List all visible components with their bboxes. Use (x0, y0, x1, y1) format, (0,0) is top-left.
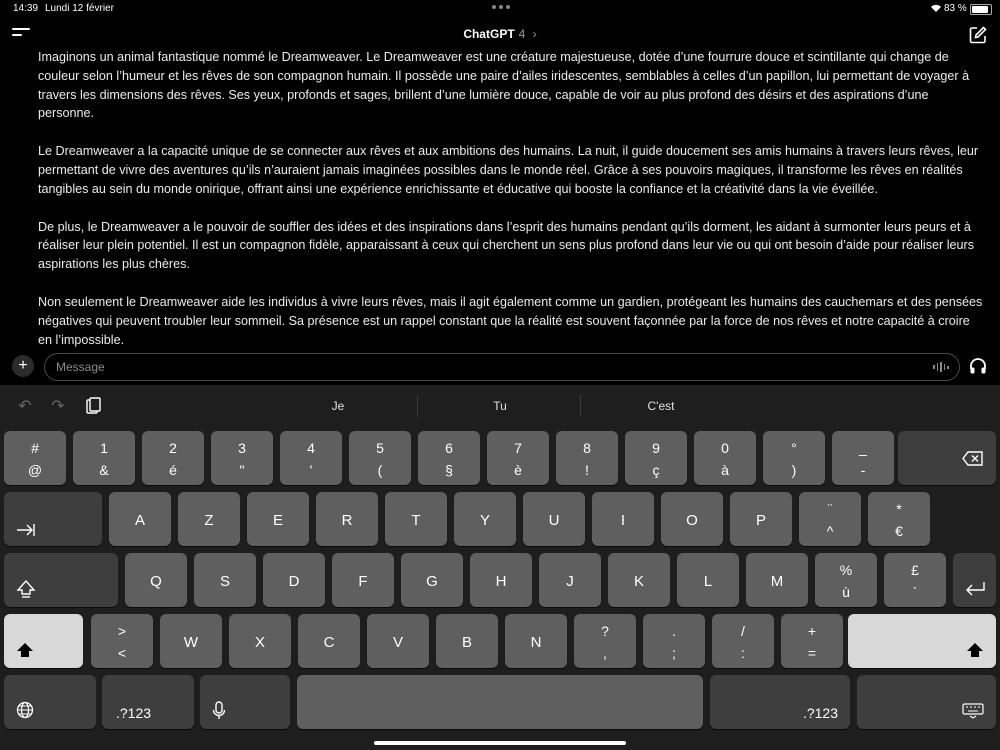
key-label-top: 2 (169, 440, 177, 456)
shift-key-left[interactable] (4, 614, 83, 668)
key-label-top: 3 (238, 440, 246, 456)
mic-icon (212, 701, 226, 721)
status-time: 14:39 (13, 3, 39, 14)
suggestion[interactable]: Je (331, 399, 345, 413)
key-label-bottom: , (603, 645, 607, 661)
key-[interactable] (4, 431, 66, 485)
status-date: Lundi 12 février (45, 3, 114, 14)
key-label: .?123 (116, 705, 152, 721)
key-r[interactable] (316, 492, 378, 546)
key-3[interactable] (211, 431, 273, 485)
headphones-icon[interactable] (968, 356, 988, 376)
key-c[interactable] (298, 614, 360, 668)
tab-icon (16, 523, 36, 537)
key-label-top: 1 (100, 440, 108, 456)
key-5[interactable] (349, 431, 411, 485)
key-label-top: . (672, 623, 676, 639)
new-chat-icon[interactable] (968, 25, 988, 45)
tab-key[interactable] (4, 492, 102, 546)
key-symbol[interactable] (643, 614, 705, 668)
key-d[interactable] (263, 553, 325, 607)
undo-icon[interactable]: ↶ (18, 398, 32, 415)
wifi-icon (930, 3, 942, 13)
key-4[interactable] (280, 431, 342, 485)
key-label-top: 4 (307, 440, 315, 456)
key-label-top: > (117, 623, 127, 639)
key-label-bottom: ) (791, 462, 797, 478)
key-label-bottom: " (239, 462, 245, 478)
key-label-bottom: = (807, 645, 817, 661)
keyboard-hide-icon (962, 703, 984, 719)
key-label: Q (150, 573, 162, 590)
key-j[interactable] (539, 553, 601, 607)
battery-icon (970, 4, 992, 15)
key-z[interactable] (178, 492, 240, 546)
key-symbol[interactable] (781, 614, 843, 668)
key-f[interactable] (332, 553, 394, 607)
hide-keyboard-key[interactable] (857, 675, 996, 729)
key-label-bottom: ; (672, 645, 676, 661)
model-selector[interactable] (0, 27, 1000, 41)
redo-icon[interactable]: ↷ (51, 398, 65, 415)
key-symbol[interactable] (884, 553, 946, 607)
key-label: T (411, 512, 421, 529)
key-label-top: % (839, 562, 853, 578)
key-label: L (703, 573, 713, 590)
key-label: W (183, 634, 199, 651)
key-b[interactable] (436, 614, 498, 668)
numbers-key-left[interactable] (102, 675, 194, 729)
dictation-key[interactable] (200, 675, 290, 729)
key-label-top: ° (791, 440, 797, 456)
key-l[interactable] (677, 553, 739, 607)
space-key[interactable] (297, 675, 703, 729)
key-0[interactable] (694, 431, 756, 485)
message-paragraph: Le Dreamweaver a la capacité unique de se connecter aux rêves et aux ambitions des humains. La nuit, il guide doucement ses amis humains à travers leurs rêves, leur permettant de vivre des aventures qu’ils n’auraient jamais imaginées possibles dans le monde réel. Grâce à ses pouvoirs magiques, il transforme les rêves en réalités tangibles au sein du monde onirique, offrant ainsi une expérience enrichissante et éducative qui booste la confiance et la créativité dans la vie éveillée. (38, 144, 979, 196)
key-label: M (770, 573, 784, 590)
key-label-bottom: ! (585, 462, 589, 478)
message-input[interactable] (54, 359, 918, 375)
key-label: A (134, 512, 145, 529)
key-g[interactable] (401, 553, 463, 607)
composer (0, 352, 1000, 382)
key-m[interactable] (746, 553, 808, 607)
key-s[interactable] (194, 553, 256, 607)
key-label-top: _ (859, 440, 867, 456)
key-a[interactable] (109, 492, 171, 546)
key-label-top: * (896, 501, 902, 517)
key-e[interactable] (247, 492, 309, 546)
shift-icon (966, 642, 984, 658)
globe-key[interactable] (4, 675, 96, 729)
key-k[interactable] (608, 553, 670, 607)
key-label-bottom: & (99, 462, 109, 478)
battery-percentage: 83 % (944, 3, 967, 14)
key-n[interactable] (505, 614, 567, 668)
delete-icon (962, 451, 984, 466)
key-q[interactable] (125, 553, 187, 607)
key-w[interactable] (160, 614, 222, 668)
key-p[interactable] (730, 492, 792, 546)
key-label-bottom: : (741, 645, 745, 661)
key-[interactable] (832, 431, 894, 485)
key-label-top: 8 (583, 440, 591, 456)
app-header (0, 20, 1000, 50)
key-o[interactable] (661, 492, 723, 546)
key-label-top: 6 (445, 440, 453, 456)
key-label: E (272, 512, 283, 529)
chevron-right-icon: › (532, 27, 537, 41)
key-label-top: ¨ (827, 501, 833, 517)
delete-key[interactable] (898, 431, 996, 485)
key-label: C (323, 634, 335, 651)
message-paragraph: Non seulement le Dreamweaver aide les individus à vivre leurs rêves, mais il agit également comme un gardien, protégeant les humains des cauchemars et des pensées négatives qui peuvent troubler leur sommeil. Sa présence est un rappel constant que la réalité est souvent façonnée par la force de nos rêves et notre capacité à croire en l’impossible. (38, 294, 983, 347)
key-1[interactable] (73, 431, 135, 485)
message-field[interactable] (44, 353, 960, 381)
key-label: B (461, 634, 472, 651)
key-9[interactable] (625, 431, 687, 485)
key-label: P (755, 512, 766, 529)
key-label: K (633, 573, 644, 590)
key-i[interactable] (592, 492, 654, 546)
key-label: G (426, 573, 438, 590)
key-label-bottom: ^ (826, 523, 834, 539)
key-label-top: 9 (652, 440, 660, 456)
key-v[interactable] (367, 614, 429, 668)
key-label: U (548, 512, 560, 529)
key-2[interactable] (142, 431, 204, 485)
key-7[interactable] (487, 431, 549, 485)
key-label: Z (204, 512, 214, 529)
key-symbol[interactable] (815, 553, 877, 607)
globe-icon (16, 701, 34, 719)
key-label-top: 7 (514, 440, 522, 456)
key-label-bottom: ç (652, 462, 660, 478)
voice-wave-icon[interactable] (933, 362, 949, 372)
message-paragraph: Imaginons un animal fantastique nommé le Dreamweaver. Le Dreamweaver est une créature majestueuse, dotée d’une fourrure douce et scintillante qui change de couleur selon l’humeur et les rêves de son compagnon humain. Il possède une paire d’ailes iridescentes, semblables à celles d’un papillon, lui permettant de voyager à travers les dimensions des rêves. Ses yeux, profonds et sages, brillent d’une lumière douce, capable de voir au plus profond des désirs et des aspirations d’une personne. (38, 50, 970, 121)
key-label-bottom: ' (309, 462, 313, 478)
suggestion[interactable]: Tu (493, 399, 507, 413)
home-indicator[interactable] (374, 741, 626, 745)
key-label-top: £ (911, 562, 919, 578)
key-label: F (358, 573, 368, 590)
key-label: J (566, 573, 574, 590)
suggestion[interactable]: C'est (647, 399, 675, 413)
key-label-bottom: é (169, 462, 177, 478)
key-label-bottom: € (895, 523, 903, 539)
app-title: ChatGPT (463, 27, 515, 41)
key-label-top: + (807, 623, 817, 639)
caps-lock-key[interactable] (4, 553, 118, 607)
key-[interactable] (763, 431, 825, 485)
keyboard-toolbar (0, 385, 1000, 427)
key-label: R (341, 512, 353, 529)
key-label-bottom: - (860, 462, 866, 478)
caps-lock-icon (16, 579, 36, 599)
status-bar (0, 0, 1000, 18)
key-label: S (219, 573, 230, 590)
shift-key-right[interactable] (848, 614, 996, 668)
model-version: 4 (518, 27, 526, 41)
key-label: V (392, 634, 403, 651)
key-t[interactable] (385, 492, 447, 546)
key-h[interactable] (470, 553, 532, 607)
return-icon (964, 581, 986, 597)
assistant-message (38, 48, 983, 368)
key-symbol[interactable] (712, 614, 774, 668)
key-label: I (620, 512, 626, 529)
key-label-top: / (741, 623, 745, 639)
key-label: .?123 (802, 705, 838, 721)
key-label: X (254, 634, 265, 651)
key-symbol[interactable] (868, 492, 930, 546)
key-label-bottom: ` (912, 584, 918, 600)
key-label-bottom: ù (842, 584, 850, 600)
key-label: O (686, 512, 698, 529)
key-u[interactable] (523, 492, 585, 546)
key-symbol[interactable] (574, 614, 636, 668)
key-label: D (288, 573, 300, 590)
key-x[interactable] (229, 614, 291, 668)
on-screen-keyboard (0, 385, 1000, 750)
key-label-top: ? (601, 623, 609, 639)
key-label-bottom: è (514, 462, 522, 478)
key-label-top: 0 (721, 440, 729, 456)
shift-icon (16, 642, 34, 658)
key-y[interactable] (454, 492, 516, 546)
key-label-bottom: § (445, 462, 453, 478)
key-8[interactable] (556, 431, 618, 485)
key-symbol[interactable] (799, 492, 861, 546)
return-key[interactable] (953, 553, 996, 607)
key-label: H (495, 573, 507, 590)
key-label-bottom: à (721, 462, 729, 478)
key-label: Y (479, 512, 490, 529)
multitasking-dots[interactable] (492, 5, 510, 9)
key-6[interactable] (418, 431, 480, 485)
attach-button[interactable]: + (12, 355, 34, 377)
key-symbol[interactable] (91, 614, 153, 668)
key-label-top: 5 (376, 440, 384, 456)
key-label-bottom: < (117, 645, 127, 661)
key-label-bottom: ( (377, 462, 383, 478)
key-label: N (530, 634, 542, 651)
key-label-top: # (31, 440, 39, 456)
key-label-bottom: @ (27, 462, 43, 478)
numbers-key-right[interactable] (710, 675, 850, 729)
paste-icon[interactable] (83, 396, 103, 416)
message-paragraph: De plus, le Dreamweaver a le pouvoir de souffler des idées et des inspirations dans l’esprit des humains pendant qu’ils dorment, les aidant à surmonter leurs peurs et à réaliser leur plein potentiel. Il est un compagnon fidèle, apparaissant à ceux qui cherchent un sens plus profond dans leur vie ou qui ont besoin d’aide pour réaliser leurs aspirations les plus chères. (38, 219, 975, 272)
